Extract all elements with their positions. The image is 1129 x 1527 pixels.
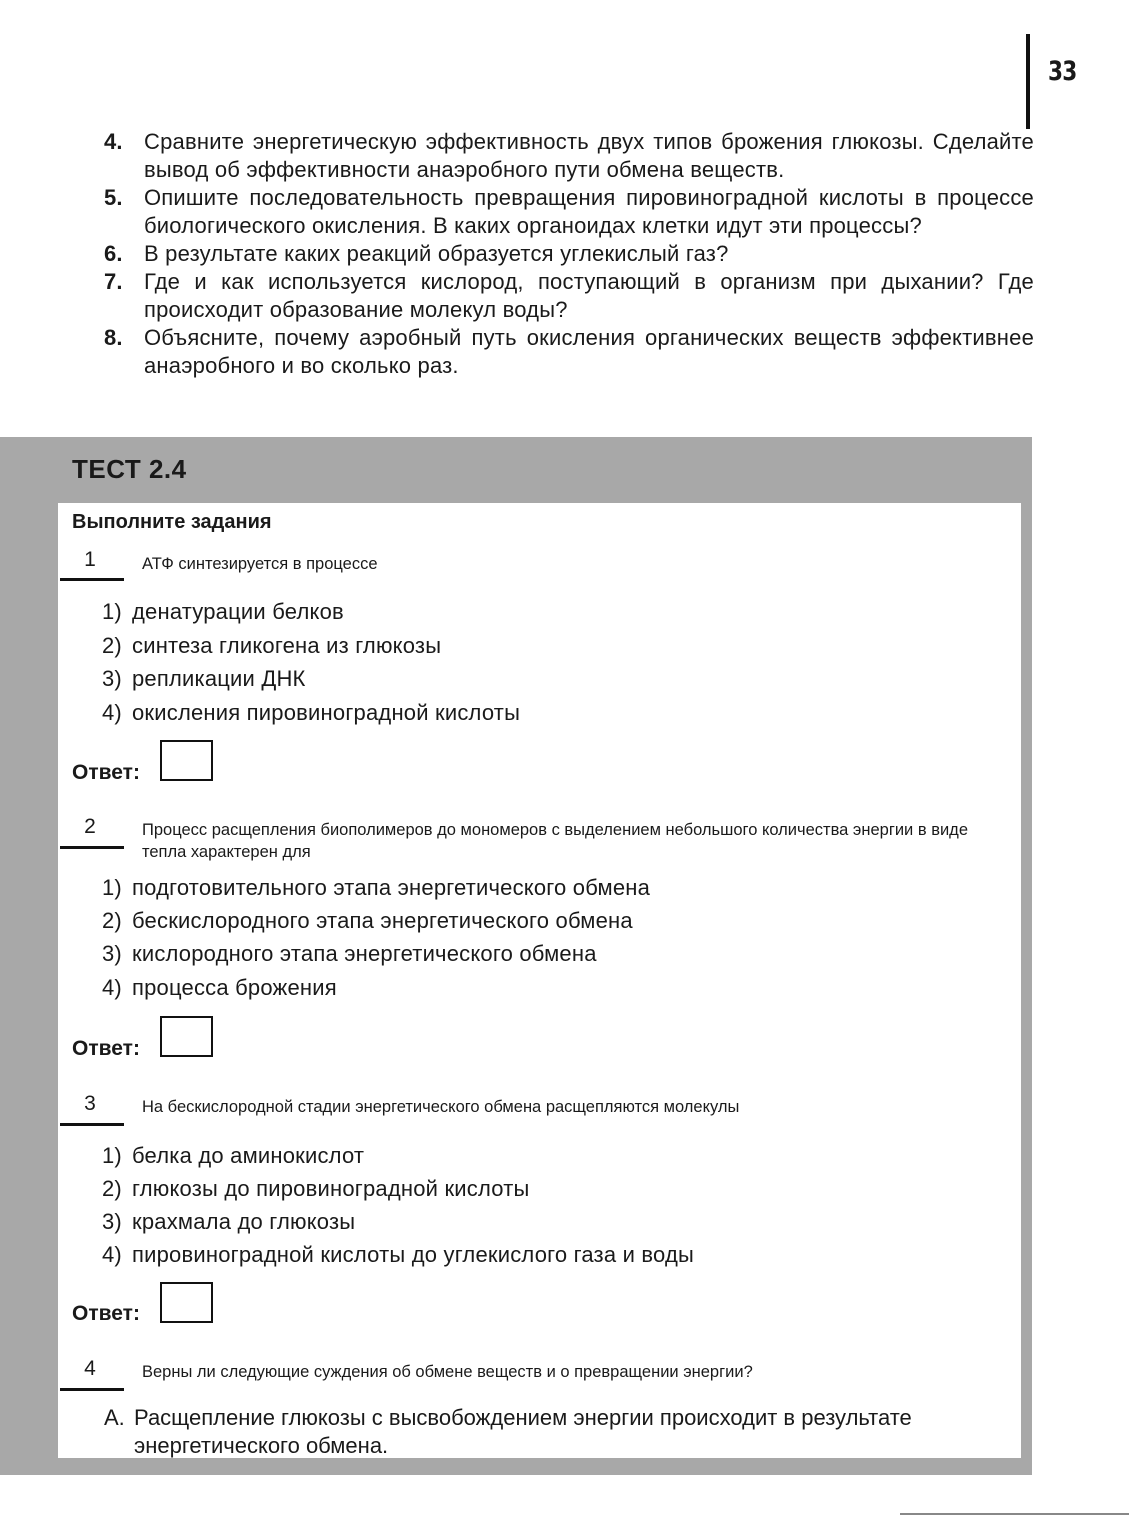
question-item bbox=[104, 268, 1034, 324]
answer-option bbox=[102, 907, 633, 935]
task-number-underline bbox=[60, 846, 124, 849]
option-text: процесса брожения bbox=[132, 975, 337, 1000]
question-text: Объясните, почему аэробный путь окисления органических веществ эффективнее анаэробного и во сколько раз. bbox=[144, 325, 1034, 378]
page-margin-rule bbox=[1026, 34, 1030, 129]
option-number: 3) bbox=[102, 941, 122, 966]
answer-option bbox=[102, 699, 520, 727]
question-item bbox=[104, 240, 1034, 268]
answer-option bbox=[102, 1241, 694, 1269]
answer-option bbox=[102, 598, 344, 626]
option-text: пировиноградной кислоты до углекислого газа и воды bbox=[132, 1242, 695, 1267]
option-number: 2) bbox=[102, 633, 122, 658]
answer-box[interactable] bbox=[160, 1282, 213, 1323]
answer-option bbox=[102, 974, 337, 1002]
task-question: АТФ синтезируется в процессе bbox=[142, 555, 378, 573]
question-number: 4. bbox=[104, 129, 123, 154]
option-text: кислородного этапа энергетического обмена bbox=[132, 941, 597, 966]
test-instruction: Выполните задания bbox=[72, 511, 272, 533]
answer-option bbox=[102, 1175, 530, 1203]
option-text: денатурации белков bbox=[132, 599, 344, 624]
answer-box[interactable] bbox=[160, 740, 213, 781]
option-number: 1) bbox=[102, 875, 122, 900]
question-text: Сравните энергетическую эффективность двух типов брожения глюкозы. Сделайте вывод об эффективности анаэробного пути обмена веществ. bbox=[144, 129, 1034, 182]
test-title: ТЕСТ 2.4 bbox=[72, 454, 187, 484]
option-number: 1) bbox=[102, 599, 122, 624]
option-text: окисления пировиноградной кислоты bbox=[132, 700, 521, 725]
task-number-underline bbox=[60, 578, 124, 581]
option-number: 3) bbox=[102, 666, 122, 691]
option-number: 4) bbox=[102, 700, 122, 725]
task-number: 4 bbox=[84, 1357, 96, 1380]
answer-option bbox=[102, 1208, 355, 1236]
review-questions bbox=[104, 128, 1034, 380]
task-number: 2 bbox=[84, 815, 96, 838]
option-text: подготовительного этапа энергетического обмена bbox=[132, 875, 651, 900]
option-text: репликации ДНК bbox=[132, 666, 306, 691]
answer-label: Ответ: bbox=[72, 1302, 140, 1325]
question-item bbox=[104, 128, 1034, 184]
answer-option bbox=[102, 665, 306, 693]
option-number: 4) bbox=[102, 975, 122, 1000]
question-number: 8. bbox=[104, 325, 123, 350]
option-number: 2) bbox=[102, 908, 122, 933]
question-item bbox=[104, 324, 1034, 380]
answer-option bbox=[102, 1142, 364, 1170]
question-item bbox=[104, 184, 1034, 240]
question-text: Где и как используется кислород, поступающий в организм при дыхании? Где происходит образование молекул воды? bbox=[144, 269, 1034, 322]
task-number: 1 bbox=[84, 548, 96, 571]
answer-label: Ответ: bbox=[72, 761, 140, 784]
question-number: 6. bbox=[104, 241, 123, 266]
question-text: Опишите последовательность превращения пировиноградной кислоты в процессе биологического окисления. В каких органоидах клетки идут эти процессы? bbox=[144, 185, 1034, 238]
answer-label: Ответ: bbox=[72, 1037, 140, 1060]
question-text: В результате каких реакций образуется углекислый газ? bbox=[144, 241, 729, 266]
option-text: синтеза гликогена из глюкозы bbox=[132, 633, 442, 658]
answer-option bbox=[102, 874, 650, 902]
option-text: белка до аминокислот bbox=[132, 1143, 365, 1168]
task-number-underline bbox=[60, 1388, 124, 1391]
task-number-underline bbox=[60, 1123, 124, 1126]
task-question: Верны ли следующие суждения об обмене веществ и о превращении энергии? bbox=[142, 1363, 753, 1381]
task-number: 3 bbox=[84, 1092, 96, 1115]
answer-option bbox=[102, 632, 441, 660]
option-number: 1) bbox=[102, 1143, 122, 1168]
option-text: бескислородного этапа энергетического обмена bbox=[132, 908, 633, 933]
statement-text: Расщепление глюкозы с высвобождением энергии происходит в результате энергетического обмена. bbox=[134, 1405, 912, 1458]
page-bottom-rule bbox=[900, 1513, 1129, 1515]
task-question: На бескислородной стадии энергетического обмена расщепляются молекулы bbox=[142, 1098, 740, 1116]
statement-label: А. bbox=[104, 1405, 125, 1430]
option-number: 4) bbox=[102, 1242, 122, 1267]
option-number: 2) bbox=[102, 1176, 122, 1201]
option-text: глюкозы до пировиноградной кислоты bbox=[132, 1176, 530, 1201]
page-number: 33 bbox=[1048, 56, 1077, 87]
task-question: Процесс расщепления биополимеров до мономеров с выделением небольшого количества энергии в виде тепла характерен для bbox=[142, 821, 968, 861]
option-number: 3) bbox=[102, 1209, 122, 1234]
statement bbox=[104, 1404, 1024, 1460]
question-number: 5. bbox=[104, 185, 123, 210]
answer-option bbox=[102, 940, 597, 968]
question-number: 7. bbox=[104, 269, 123, 294]
answer-box[interactable] bbox=[160, 1016, 213, 1057]
option-text: крахмала до глюкозы bbox=[132, 1209, 356, 1234]
